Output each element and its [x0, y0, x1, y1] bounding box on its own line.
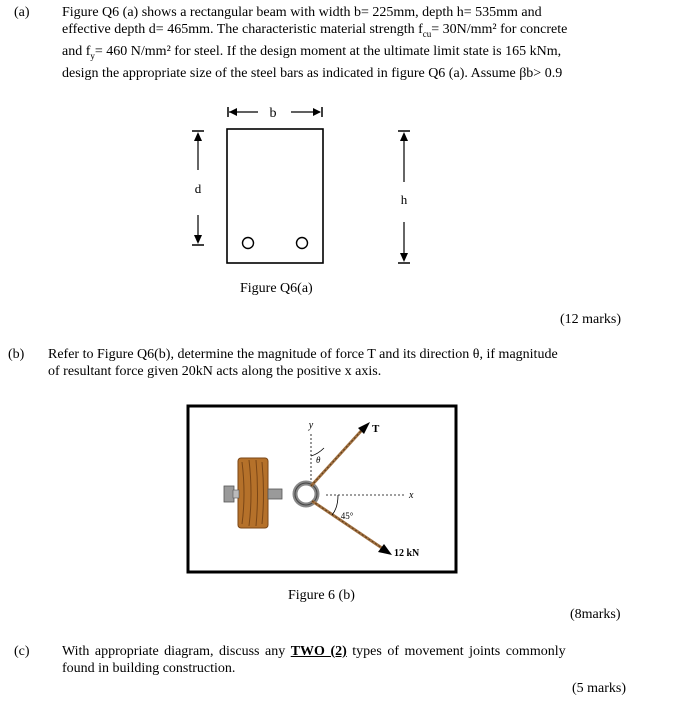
- x-axis-label: x: [409, 490, 414, 501]
- part-a-line-3: and $f_y= 460$ N/mm² for steel. If the design moment at the ultimate limit state is 165 kNm,: [62, 43, 562, 61]
- emphasis-two: TWO (2): [290, 644, 347, 659]
- b-dimension: [228, 106, 322, 121]
- part-c-line-2: found in building construction.: [62, 661, 236, 676]
- part-c-line-1: With appropriate diagram, discuss any TWO (2) types of movement joints commonly: [62, 644, 566, 659]
- rebar-left: [243, 238, 254, 249]
- part-b-line-1: Refer to Figure Q6(b), determine the magnitude of force T and its direction θ, if magnitude: [48, 347, 558, 362]
- part-b-question: [48, 346, 638, 380]
- force-label: 12 kN: [394, 548, 420, 559]
- part-c-question: [62, 643, 638, 677]
- beam-outline: [227, 129, 323, 263]
- figure-q6a-caption: Figure Q6(a): [240, 281, 313, 296]
- part-b-marks: (8marks): [570, 607, 621, 622]
- t-label: T: [372, 423, 380, 435]
- part-a-marks: (12 marks): [560, 312, 622, 327]
- part-a-label: (a): [14, 5, 30, 20]
- part-a-line-4: design the appropriate size of the steel bars as indicated in figure Q6 (a). Assume βb> 0.9: [62, 65, 563, 81]
- rebar-right: [297, 238, 308, 249]
- part-c-marks: (5 marks): [572, 681, 627, 696]
- y-axis-label: y: [308, 420, 314, 431]
- part-a-line-2: effective depth d= 465mm. The characteristic material strength $f_{cu}= 30N/mm^2$ for concrete: [62, 22, 568, 39]
- h-dimension: [398, 131, 410, 263]
- d-label: d: [194, 181, 202, 196]
- b-label: b: [269, 106, 277, 121]
- part-b-line-2: of resultant force given 20kN acts along the positive x axis.: [48, 364, 382, 379]
- eyebolt-force-figure: [186, 404, 458, 574]
- part-a-question: [62, 4, 640, 82]
- part-a-line-1: Figure Q6 (a) shows a rectangular beam with width b= 225mm, depth h= 535mm and: [62, 5, 542, 20]
- beam-section-figure: [170, 100, 440, 275]
- angle-label: 45°: [340, 511, 354, 521]
- h-label: h: [400, 192, 408, 207]
- figure-6b-caption: Figure 6 (b): [288, 588, 355, 603]
- part-b-label: (b): [8, 347, 25, 362]
- theta-label: θ: [316, 455, 321, 465]
- part-c-label: (c): [14, 644, 30, 659]
- d-dimension: [192, 131, 204, 245]
